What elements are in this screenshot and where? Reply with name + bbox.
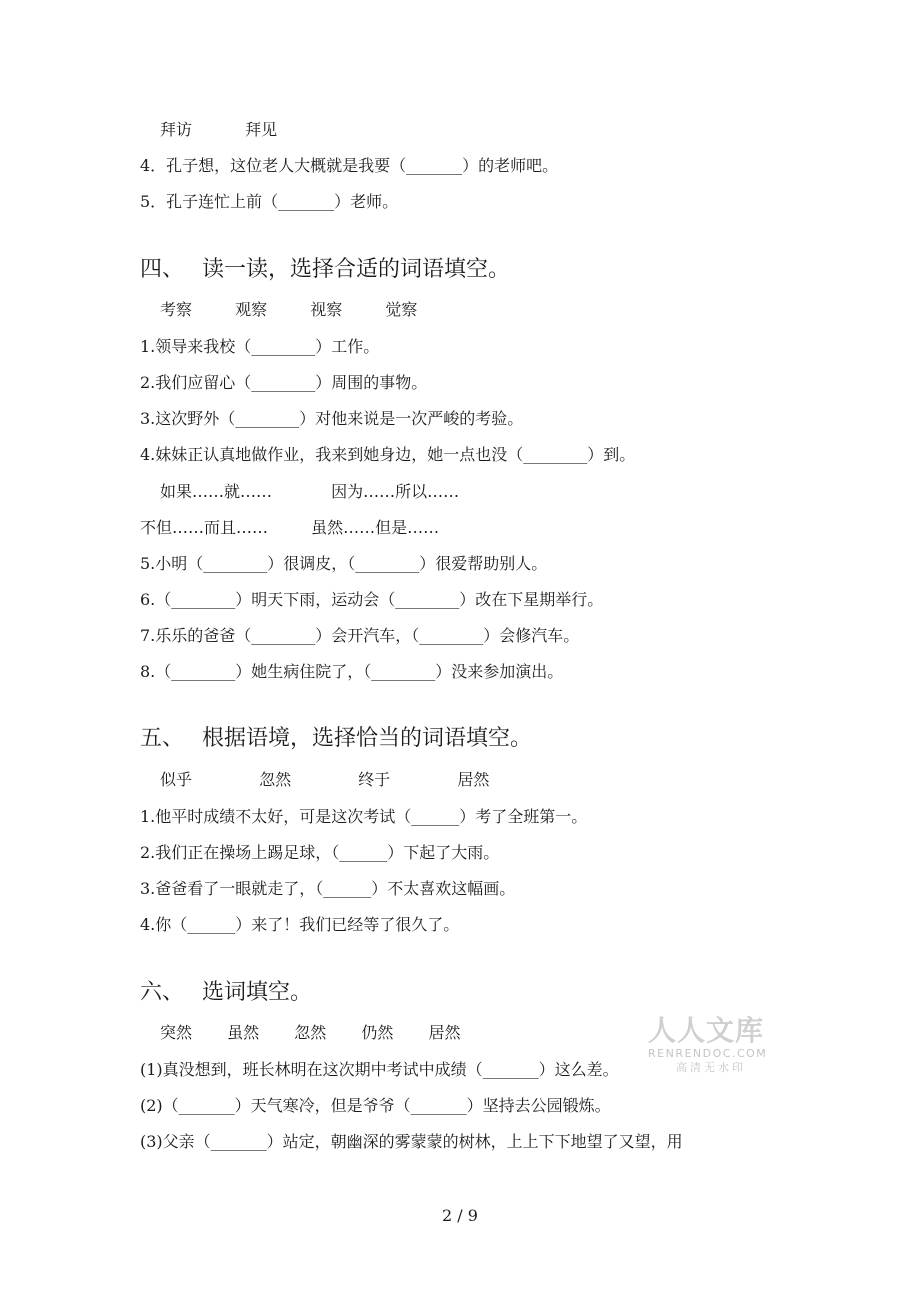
section-heading-5 bbox=[140, 724, 532, 754]
watermark-slogan: 高清无水印 bbox=[676, 1061, 746, 1074]
question-line: 1.领导来我校（________）工作。 bbox=[140, 337, 380, 356]
question-line: 7.乐乐的爸爸（________）会开汽车，（________）会修汽车。 bbox=[140, 626, 580, 645]
section4-word-bank-3 bbox=[140, 517, 439, 539]
watermark-domain: RENRENDOC.COM bbox=[648, 1047, 768, 1060]
section-title: 根据语境，选择恰当的词语填空。 bbox=[202, 726, 533, 751]
question-line: 1.他平时成绩不太好，可是这次考试（______）考了全班第一。 bbox=[140, 807, 588, 826]
question-line: 3.这次野外（________）对他来说是一次严峻的考验。 bbox=[140, 409, 524, 428]
section-number: 四、 bbox=[140, 257, 185, 282]
word-option: 居然 bbox=[457, 770, 490, 789]
section-heading-6 bbox=[140, 978, 312, 1008]
section6-word-bank bbox=[160, 1022, 460, 1044]
section-heading-4 bbox=[140, 255, 510, 285]
section5-word-bank bbox=[160, 769, 489, 791]
word-option: 视察 bbox=[310, 300, 343, 319]
page-number: 2 / 9 bbox=[442, 1206, 478, 1225]
question-line: 6.（________）明天下雨，运动会（________）改在下星期举行。 bbox=[140, 590, 604, 609]
word-option: 虽然……但是…… bbox=[311, 518, 440, 537]
word-option: 考察 bbox=[160, 300, 193, 319]
question-line: (1)真没想到，班长林明在这次期中考试中成绩（_______）这么差。 bbox=[140, 1060, 619, 1079]
word-option: 因为……所以…… bbox=[331, 482, 460, 501]
question-line: 2.我们正在操场上踢足球，（______）下起了大雨。 bbox=[140, 843, 500, 862]
watermark-brand: 人人文库 bbox=[648, 1014, 765, 1047]
question-line: (2)（_______）天气寒冷，但是爷爷（_______）坚持去公园锻炼。 bbox=[140, 1096, 611, 1115]
section-number: 五、 bbox=[140, 726, 185, 751]
question-line: 2.我们应留心（________）周围的事物。 bbox=[140, 373, 428, 392]
section4-word-bank-2 bbox=[160, 481, 459, 503]
word-option: 忽然 bbox=[294, 1023, 327, 1042]
question-line: 5.小明（________）很调皮，（________）很爱帮助别人。 bbox=[140, 554, 548, 573]
question-line: 4.你（______）来了！我们已经等了很久了。 bbox=[140, 915, 460, 934]
word-option: 虽然 bbox=[227, 1023, 260, 1042]
word-option: 拜访 bbox=[160, 120, 193, 139]
question-line: 4．孔子想，这位老人大概就是我要（_______）的老师吧。 bbox=[140, 156, 559, 175]
word-option: 仍然 bbox=[361, 1023, 394, 1042]
word-option: 观察 bbox=[235, 300, 268, 319]
section-title: 读一读，选择合适的词语填空。 bbox=[202, 257, 511, 282]
word-option: 拜见 bbox=[245, 120, 278, 139]
word-option: 居然 bbox=[428, 1023, 461, 1042]
section4-word-bank-1 bbox=[160, 299, 417, 321]
section-title: 选词填空。 bbox=[202, 980, 313, 1005]
word-option: 突然 bbox=[160, 1023, 193, 1042]
question-line: 3.爸爸看了一眼就走了，（______）不太喜欢这幅画。 bbox=[140, 879, 516, 898]
question-line: 8.（________）她生病住院了，（________）没来参加演出。 bbox=[140, 662, 564, 681]
question-line: (3)父亲（_______）站定，朝幽深的雾蒙蒙的树林，上上下下地望了又望，用 bbox=[140, 1132, 683, 1151]
word-option: 似乎 bbox=[160, 770, 193, 789]
word-option: 觉察 bbox=[385, 300, 418, 319]
word-option: 忽然 bbox=[259, 770, 292, 789]
section-number: 六、 bbox=[140, 980, 185, 1005]
word-option: 不但……而且…… bbox=[140, 518, 269, 537]
word-option: 如果……就…… bbox=[160, 482, 273, 501]
word-option: 终于 bbox=[358, 770, 391, 789]
watermark-logo bbox=[648, 1015, 767, 1075]
question-line: 5．孔子连忙上前（_______）老师。 bbox=[140, 192, 399, 211]
question-line: 4.妹妹正认真地做作业，我来到她身边，她一点也没（________）到。 bbox=[140, 445, 636, 464]
section3-word-bank bbox=[160, 119, 277, 141]
